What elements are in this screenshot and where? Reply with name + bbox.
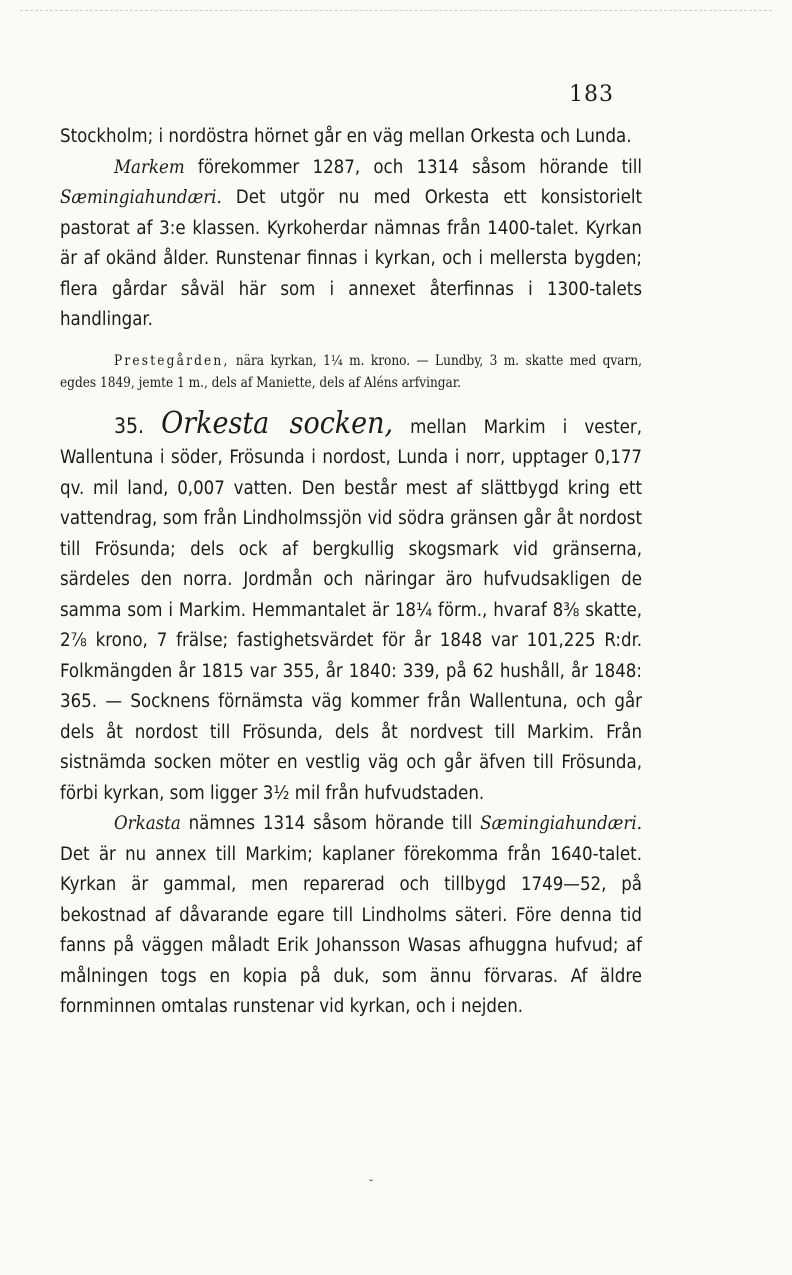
orkasta-text-a: nämnes 1314 såsom hörande till xyxy=(180,813,481,834)
section-title: Orkesta socken, xyxy=(161,405,394,441)
page-body xyxy=(60,122,642,1023)
page-number: 183 xyxy=(569,82,614,107)
note-prestegarden xyxy=(60,350,642,395)
note-lead: Prestegården, xyxy=(114,352,230,369)
markem-lead: Markem xyxy=(114,156,185,178)
markem-text-a: förekommer 1287, och 1314 såsom hörande till xyxy=(184,156,642,178)
paragraph-orkasta xyxy=(60,809,642,1023)
section-number: 35. xyxy=(114,413,145,438)
orkasta-lead: Orkasta xyxy=(114,813,181,834)
paragraph-orkesta-socken xyxy=(60,405,642,810)
page-top-edge xyxy=(20,10,772,11)
markem-text-b: Sæmingiahundæri. xyxy=(60,187,222,208)
orkasta-text-b: Sæmingiahundæri. xyxy=(480,813,642,834)
markem-text-c: Det utgör nu med Orkesta ett konsistorielt pastorat af 3:e klassen. Kyrkoherdar nämnas från 1400-talet. Kyrkan är af okänd ålder. Runstenar finnas i kyrkan, och i mellersta bygden; flera gårdar såväl här som i annexet återfinnas i 1300-talets handlingar. xyxy=(60,187,642,330)
note-text: nära kyrkan, 1¼ m. krono. — Lundby, 3 m. skatte med qvarn, egdes 1849, jemte 1 m., dels af Maniette, dels af Aléns arfvingar. xyxy=(60,352,642,391)
orkasta-text-c: Det är nu annex till Markim; kaplaner förekomma från 1640-talet. Kyrkan är gammal, men reparerad och tillbygd 1749—52, på bekostnad af dåvarande egare till Lindholms säteri. Före denna tid fanns på väggen måladt Erik Johansson Wasas afhuggna hufvud; af målningen togs en kopia på duk, som ännu förvaras. Af äldre fornminnen omtalas runstenar vid kyrkan, och i nejden. xyxy=(60,843,642,1017)
print-speck: ˘ xyxy=(368,1178,374,1192)
paragraph-markem xyxy=(60,153,642,336)
orkesta-socken-text: mellan Markim i vester, Wallentuna i söder, Frösunda i nordost, Lunda i norr, upptager 0,177 qv. mil land, 0,007 vatten. Den består mest af slättbygd kring ett vattendrag, som från Lindholmssjön vid södra gränsen går åt nordost till Frösunda; dels ock af bergkullig skogsmark vid gränserna, särdeles den norra. Jordmån och näringar äro hufvudsakligen de samma som i Markim. Hemmantalet är 18¼ förm., hvaraf 8⅜ skatte, 2⅞ krono, 7 frälse; fastighetsvärdet för år 1848 var 101,225 R:dr. Folkmängden år 1815 var 355, år 1840: 339, på 62 hushåll, år 1848: 365. — Socknens förnämsta väg kommer från Wallentuna, och går dels åt nordost till Frösunda, dels åt nordvest till Markim. Från sistnämda socken möter en vestlig väg och går äfven till Frösunda, förbi kyrkan, som ligger 3½ mil från hufvudstaden. xyxy=(60,416,642,804)
paragraph-stockholm: Stockholm; i nordöstra hörnet går en väg mellan Orkesta och Lunda. xyxy=(60,126,632,147)
